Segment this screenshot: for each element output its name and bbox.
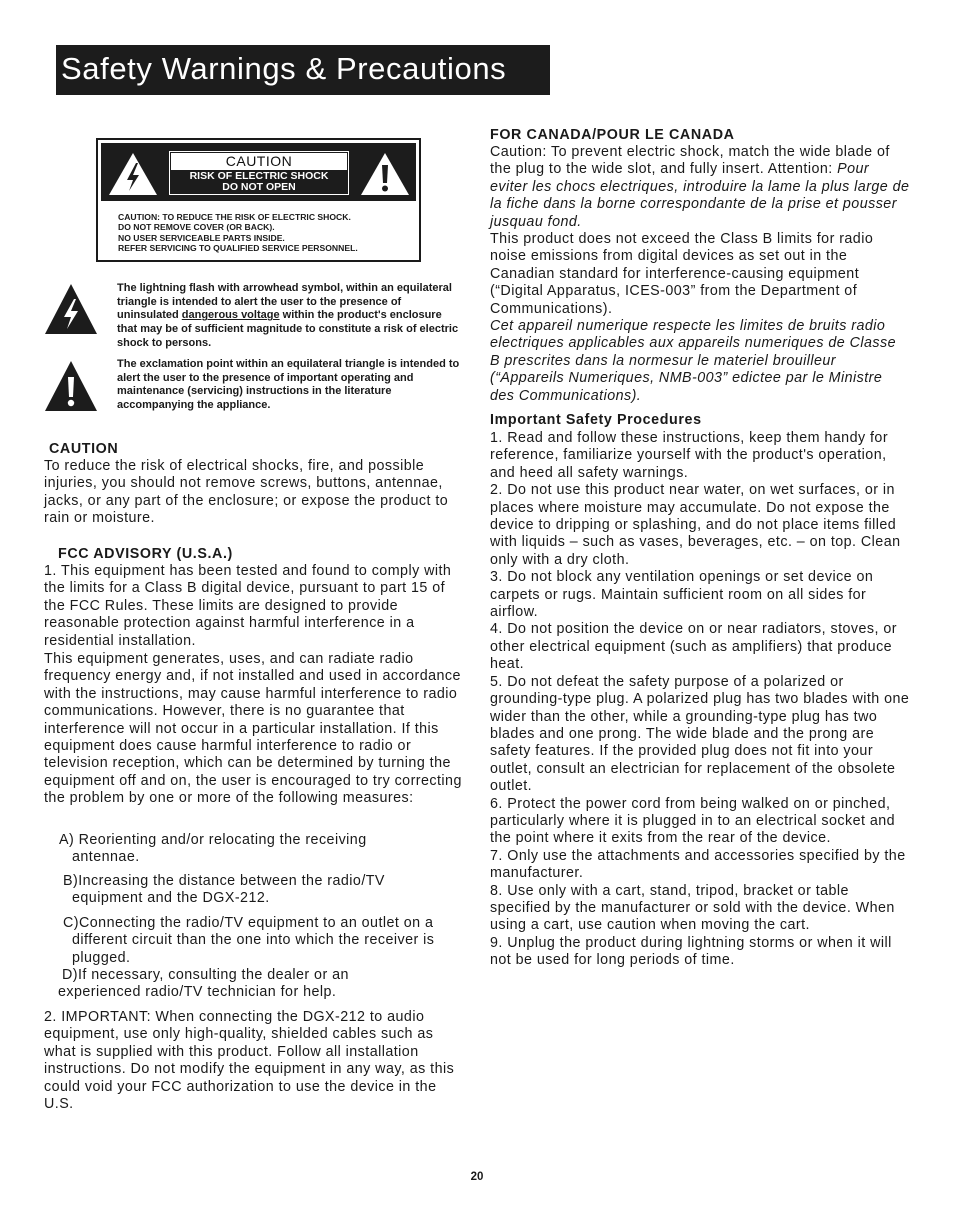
exclamation-symbol-description: The exclamation point within an equilateral triangle is intended to alert the user to the presence of important operating and maintenance (servicing) instructions in the literature accompanying the appliance. (117, 358, 460, 412)
lightning-triangle-icon (43, 282, 99, 336)
procedure-item: 5. Do not defeat the safety purpose of a polarized or grounding-type plug. A polarized plug has two blades with one wider than the other, while a grounding-type plug has two blades and one prong. The wide blade and the prong are safety features. If the provided plug does not fit into your outlet, consult an electrician for replacement of the obsolete outlet. (490, 673, 910, 795)
caution-label (169, 151, 349, 195)
fcc-paragraph-3: 2. IMPORTANT: When connecting the DGX-212 to audio equipment, use only high-quality, shielded cables such as what is supplied with this product. Follow all installation instructions. Do not modify the equipment in any way, as this could void your FCC authorization to use the device in the U.S. (44, 1009, 455, 1113)
procedure-item: 9. Unplug the product during lightning storms or when it will not be used for long periods of time. (490, 934, 892, 969)
page-title: Safety Warnings & Precautions (61, 51, 507, 86)
procedure-item: 3. Do not block any ventilation openings or set device on carpets or rugs. Maintain sufficient room on all sides for airflow. (490, 569, 874, 621)
exclamation-triangle-icon (359, 151, 411, 197)
procedure-item: 6. Protect the power cord from being walked on or pinched, particularly where it is plugged in to an electrical socket and the point where it exits from the rear of the device. (490, 795, 896, 847)
procedure-item: 1. Read and follow these instructions, keep them handy for reference, familiarize yourself with the product's operation, and heed all safety warnings. (490, 430, 889, 481)
canada-limits-french: Cet appareil numerique respecte les limites de bruits radio electriques applicables aux appareils numeriques de Classe B prescrites dans la normesur le materiel brouilleur (“Appareils Numeriques, NMB-003” edictee par le Ministre des Communications). (490, 318, 896, 404)
caution-warning-box (96, 138, 421, 262)
caution-box-text (118, 212, 358, 253)
caution-box-line: DO NOT REMOVE COVER (OR BACK). (118, 222, 275, 233)
canada-caution: Caution: To prevent electric shock, match the wide blade of the plug to the wide slot, and fully insert. (490, 144, 890, 178)
caution-heading: CAUTION (49, 441, 119, 457)
procedure-item: 2. Do not use this product near water, on wet surfaces, or in places where moisture may accumulate. Do not expose the device to dripping or splashing, and do not place items filled with liquids – such as vases, beverages, etc. – on top. Clean only with a dry cloth. (490, 482, 901, 568)
caution-label-line1: RISK OF ELECTRIC SHOCK (189, 170, 329, 182)
fcc-measure-a: A) Reorienting and/or relocating the receiving antennae. (59, 832, 367, 866)
fcc-measure-d: D)If necessary, consulting the dealer or an experienced radio/TV technician for help. (58, 967, 349, 1001)
lightning-text-start: The lightning flash with arrowhead symbol, within an equilateral triangle is intended to alert the user to the presence of uninsulated (117, 282, 452, 322)
caution-label-line2: DO NOT OPEN (222, 181, 296, 193)
fcc-measure-b: B)Increasing the distance between the radio/TV equipment and the DGX-212. (63, 873, 385, 907)
exclamation-triangle-icon (43, 359, 99, 413)
page-number: 20 (470, 1171, 484, 1183)
procedures-list (490, 430, 912, 970)
lightning-symbol-description (117, 282, 462, 351)
caution-box-line: CAUTION: TO REDUCE THE RISK OF ELECTRIC SHOCK. (118, 212, 351, 222)
fcc-heading: FCC ADVISORY (U.S.A.) (58, 546, 233, 562)
lightning-triangle-icon (107, 151, 159, 197)
page-title-bar (56, 45, 550, 95)
caution-box-line: REFER SERVICING TO QUALIFIED SERVICE PERSONNEL. (118, 242, 358, 253)
caution-box-header (101, 143, 416, 201)
canada-attention-french: Pour eviter les chocs electriques, introduire la lame la plus large de la fiche dans la borne correspondante de la prise et pousser jusquau fond. (490, 161, 910, 230)
canada-limits: This product does not exceed the Class B limits for radio noise emissions from digital devices as set out in the Canadian standard for interference-causing equipment (“Digital Apparatus, ICES-003” from the Department of Communications). (490, 231, 874, 317)
lightning-text-end: within the product's enclosure that may be of sufficient magnitude to constitute a risk of electric shock to persons. (117, 309, 459, 349)
procedure-item: 4. Do not position the device on or near radiators, stoves, or other electrical equipment (such as amplifiers) that produce heat. (490, 621, 897, 673)
caution-body: To reduce the risk of electrical shocks, fire, and possible injuries, you should not remove screws, buttons, antennae, jacks, or any part of the enclosure; or expose the product to rain or moisture. (44, 458, 449, 527)
fcc-paragraph-2: This equipment generates, uses, and can radiate radio frequency energy and, if not installed and used in accordance with the instructions, may cause harmful interference to radio communications. However, there is no guarantee that interference will not occur in a particular installation. If this equipment does cause harmful interference to radio or television reception, which can be determined by turning the equipment off and on, the user is encouraged to try correcting the problem by one or more of the following measures: (44, 651, 462, 807)
procedure-item: 8. Use only with a cart, stand, tripod, bracket or table specified by the manufacturer or sold with the device. When using a cart, use caution when moving the cart. (490, 882, 895, 934)
procedures-heading: Important Safety Procedures (490, 412, 702, 428)
dangerous-voltage-text: dangerous voltage (181, 309, 280, 322)
caution-box-line: NO USER SERVICEABLE PARTS INSIDE. (118, 232, 285, 243)
procedure-item: 7. Only use the attachments and accessories specified by the manufacturer. (490, 847, 906, 882)
fcc-measure-c: C)Connecting the radio/TV equipment to an outlet on a different circuit than the one into which the receiver is plugged. (63, 915, 435, 966)
canada-heading: FOR CANADA/POUR LE CANADA (490, 127, 735, 143)
caution-label-title: CAUTION (171, 153, 347, 170)
canada-attention-label: Attention: (767, 161, 838, 178)
canada-body (490, 144, 910, 405)
fcc-paragraph-1: 1. This equipment has been tested and found to comply with the limits for a Class B digital device, pursuant to part 15 of the FCC Rules. These limits are designed to provide reasonable protection against harmful interference in a residential installation. (44, 563, 452, 649)
